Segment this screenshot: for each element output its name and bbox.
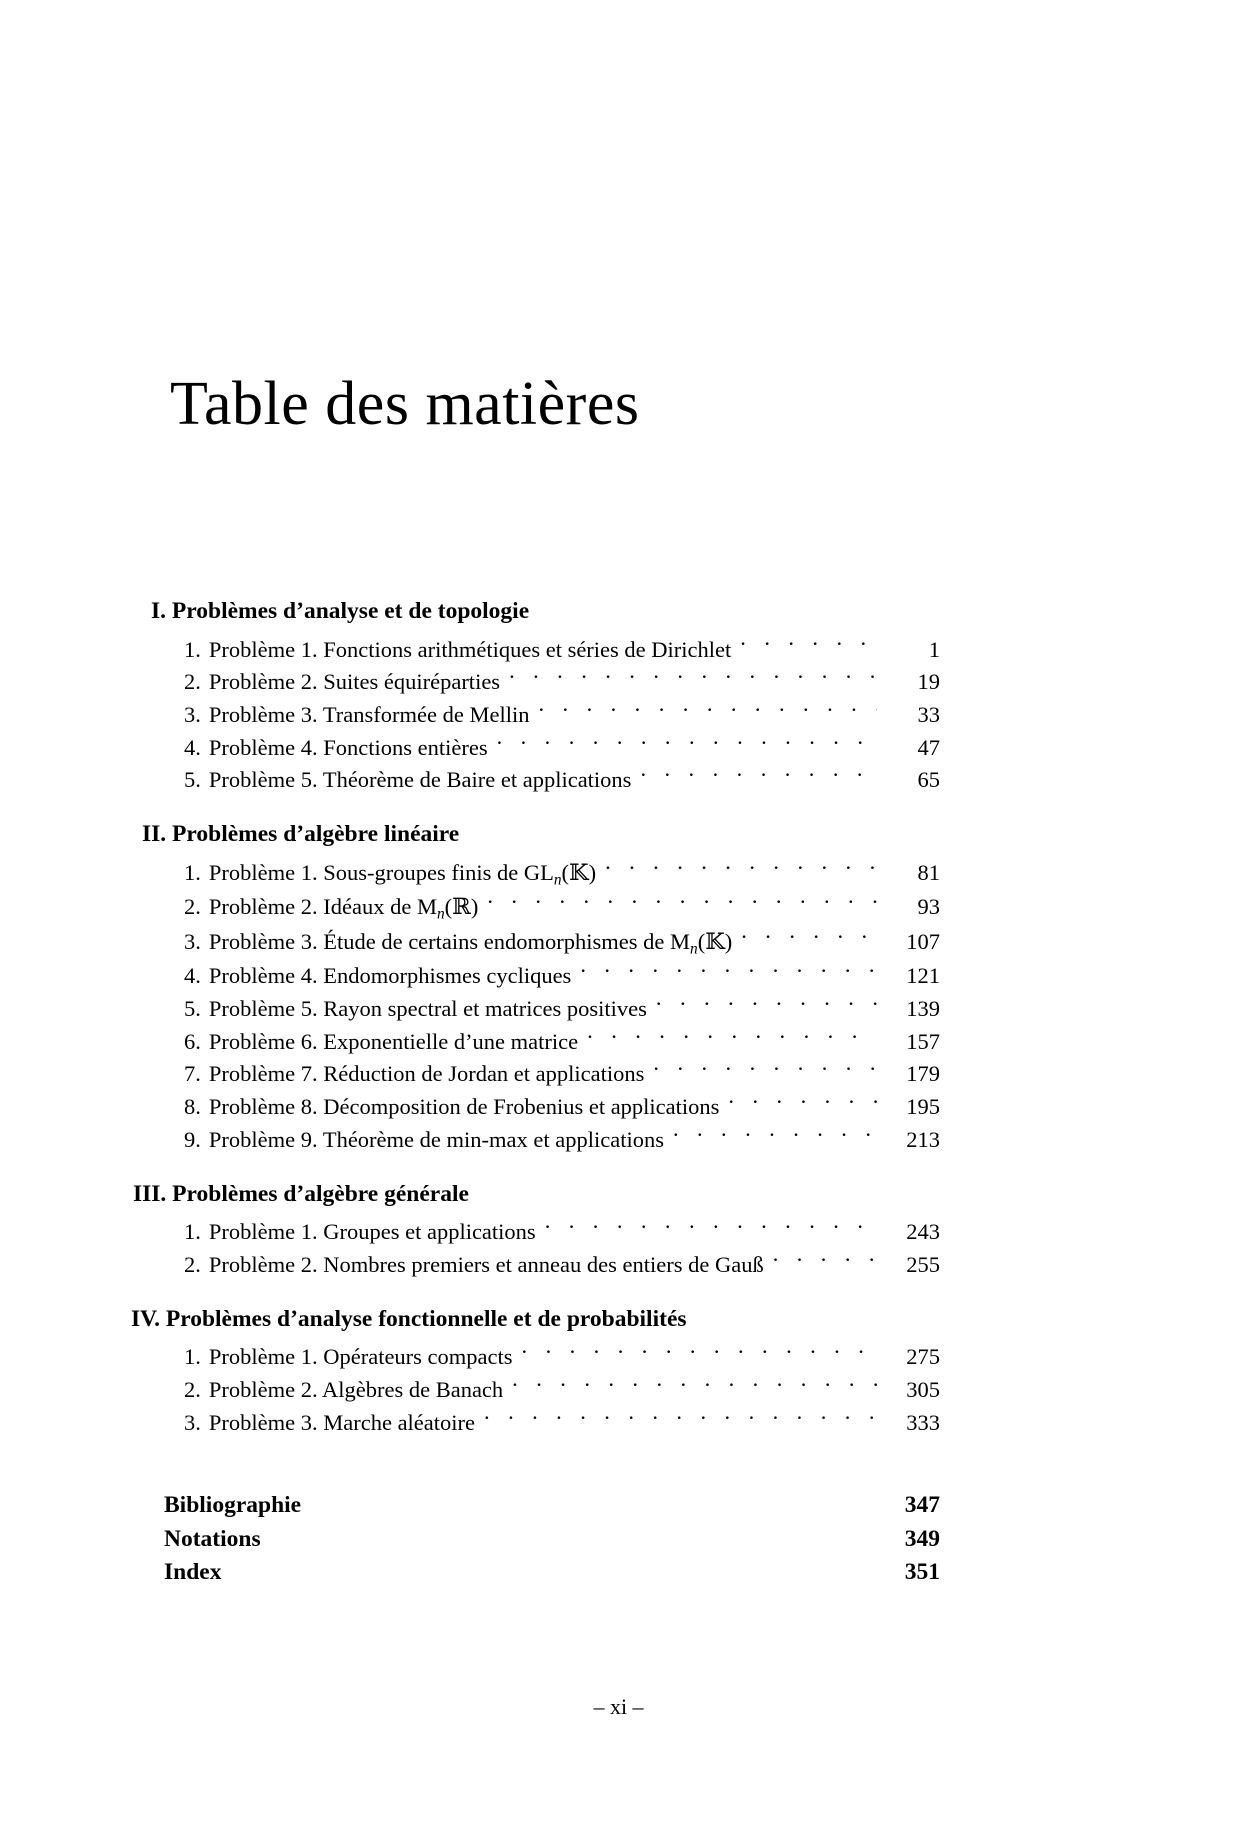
toc-entry-number: 2. [184, 1251, 201, 1277]
toc-entry-page-number: 213 [906, 1126, 940, 1152]
toc-entry-page-number: 157 [906, 1028, 940, 1054]
toc-entry-page-number: 1 [928, 636, 940, 662]
toc-entry[interactable] [0, 891, 1237, 926]
toc-entry-label: Problème 2. Idéaux de $M_n(ℝ)$ [208, 894, 479, 923]
toc-leader-dots [587, 1026, 877, 1049]
backmatter-label: Bibliographie [164, 1492, 302, 1518]
backmatter-entry[interactable] [0, 1556, 1237, 1590]
toc-entry-label: Problème 3. Marche aléatoire [208, 1409, 476, 1435]
toc-entry[interactable] [0, 926, 1237, 961]
toc-leader-dots [580, 961, 877, 984]
toc-leader-dots [605, 857, 877, 880]
toc-entry[interactable] [0, 634, 1237, 667]
toc-entry-page-number: 33 [917, 701, 940, 727]
toc-entry-label: Problème 5. Théorème de Baire et applications [208, 767, 632, 793]
toc-entry[interactable] [0, 960, 1237, 993]
toc-entry-number: 9. [184, 1126, 201, 1152]
toc-entry-label: Problème 4. Endomorphismes cycliques [208, 963, 572, 989]
toc-entry-number: 3. [184, 928, 201, 954]
backmatter-entry[interactable] [0, 1523, 1237, 1557]
toc-leader-dots [773, 1249, 877, 1272]
toc-entry-label: Problème 1. Groupes et applications [208, 1219, 536, 1245]
toc-entry-number: 1. [184, 636, 201, 662]
toc-entry[interactable] [0, 666, 1237, 699]
toc-leader-dots [509, 667, 877, 690]
toc-entry-label: Problème 2. Nombres premiers et anneau des entiers de Gauß [208, 1251, 764, 1277]
toc-entry-list [0, 1341, 1237, 1439]
toc-leader-dots [656, 994, 877, 1017]
toc-entry-number: 1. [184, 1344, 201, 1370]
toc-entry-page-number: 47 [917, 734, 940, 760]
toc-entry[interactable] [0, 1026, 1237, 1059]
toc-entry[interactable] [0, 857, 1237, 892]
toc-entry-number: 5. [184, 767, 201, 793]
toc-entry-number: 4. [184, 734, 201, 760]
toc-entry[interactable] [0, 1058, 1237, 1091]
toc-entry[interactable] [0, 1216, 1237, 1249]
backmatter-page-number: 347 [904, 1492, 940, 1518]
toc-entry-page-number: 275 [906, 1344, 940, 1370]
toc-entry[interactable] [0, 1341, 1237, 1374]
toc-entry-page-number: 19 [917, 669, 940, 695]
toc-entry[interactable] [0, 732, 1237, 765]
toc-leader-dots [545, 1217, 877, 1240]
backmatter-page-number: 351 [904, 1559, 940, 1586]
toc-entry-list [0, 857, 1237, 1157]
toc-entry-number: 6. [184, 1028, 201, 1054]
toc-entry[interactable] [0, 1249, 1237, 1282]
toc-leader-dots [497, 732, 877, 755]
toc-part [0, 823, 1237, 1157]
toc-leader-dots [640, 765, 877, 788]
toc-part [0, 1180, 1237, 1282]
toc-entry-number: 3. [184, 1409, 201, 1435]
backmatter-label: Index [164, 1559, 222, 1586]
backmatter-container [0, 1489, 1237, 1590]
toc-leader-dots [484, 1407, 877, 1430]
toc-entry-label: Problème 2. Algèbres de Banach [208, 1376, 504, 1402]
toc-entry[interactable] [0, 699, 1237, 732]
toc-entry-page-number: 179 [906, 1061, 940, 1087]
toc-entry-page-number: 107 [906, 928, 940, 954]
toc-entry-number: 2. [184, 669, 201, 695]
toc-entry-number: 1. [184, 859, 201, 885]
toc-entry-number: 8. [184, 1094, 201, 1120]
toc-entry-label: Problème 5. Rayon spectral et matrices positives [208, 996, 647, 1021]
page-title: Table des matières [170, 369, 640, 438]
toc-part-title[interactable]: IV. Problèmes d’analyse fonctionnelle et de probabilités [131, 1305, 687, 1332]
toc-entries-container [0, 600, 1237, 1465]
backmatter-page-number: 349 [904, 1525, 940, 1552]
toc-leader-dots [487, 892, 877, 915]
toc-entry-page-number: 305 [906, 1376, 940, 1402]
toc-entry-label: Problème 8. Décomposition de Frobenius et applications [208, 1094, 720, 1120]
toc-part [0, 600, 1237, 797]
toc-entry-page-number: 195 [906, 1094, 940, 1120]
toc-leader-dots [653, 1059, 877, 1082]
toc-entry-label: Problème 2. Suites équiréparties [208, 669, 501, 695]
toc-entry-page-number: 333 [906, 1409, 940, 1435]
toc-entry[interactable] [0, 993, 1237, 1026]
toc-entry[interactable] [0, 1124, 1237, 1157]
toc-entry-label: Problème 4. Fonctions entières [208, 734, 488, 760]
toc-entry-label: Problème 3. Étude de certains endomorphismes de $M_n(𝕂)$ [208, 928, 733, 958]
toc-entry[interactable] [0, 1407, 1237, 1440]
toc-entry-label: Problème 1. Sous-groupes finis de $GL_n(𝕂)$ [208, 859, 597, 888]
toc-entry-number: 2. [184, 1376, 201, 1402]
toc-leader-dots [512, 1374, 877, 1397]
backmatter-entry[interactable] [0, 1489, 1237, 1523]
page-folio: – xi – [593, 1694, 644, 1719]
toc-entry-label: Problème 1. Fonctions arithmétiques et séries de Dirichlet [208, 636, 732, 662]
toc-entry-list [0, 1216, 1237, 1281]
toc-entry[interactable] [0, 1091, 1237, 1124]
toc-part-title[interactable]: II. Problèmes d’algèbre linéaire [142, 821, 460, 848]
toc-entry-page-number: 255 [906, 1251, 940, 1277]
toc-leader-dots [538, 699, 877, 722]
toc-part [0, 1305, 1237, 1440]
toc-part-title[interactable]: I. Problèmes d’analyse et de topologie [151, 598, 530, 624]
toc-entry-label: Problème 3. Transformée de Mellin [208, 701, 530, 727]
toc-entry-page-number: 121 [906, 963, 940, 989]
toc-entry[interactable] [0, 1374, 1237, 1407]
toc-entry-label: Problème 7. Réduction de Jordan et applications [208, 1061, 645, 1087]
toc-entry-page-number: 65 [917, 767, 940, 793]
toc-entry-label: Problème 6. Exponentielle d’une matrice [208, 1028, 579, 1054]
toc-entry-label: Problème 1. Opérateurs compacts [208, 1344, 513, 1370]
toc-leader-dots [673, 1124, 877, 1147]
toc-leader-dots [728, 1092, 877, 1115]
toc-entry-number: 7. [184, 1061, 201, 1087]
toc-leader-dots [741, 926, 877, 949]
toc-entry-page-number: 139 [906, 996, 940, 1021]
toc-entry-page-number: 243 [906, 1219, 940, 1245]
toc-entry-page-number: 93 [917, 894, 940, 920]
toc-entry-label: Problème 9. Théorème de min-max et applications [208, 1126, 664, 1152]
toc-part-title[interactable]: III. Problèmes d’algèbre générale [133, 1180, 469, 1207]
toc-entry-list [0, 634, 1237, 798]
toc-entry-page-number: 81 [917, 859, 940, 885]
backmatter-label: Notations [164, 1525, 261, 1552]
toc-leader-dots [522, 1342, 877, 1365]
toc-entry-number: 3. [184, 701, 201, 727]
toc-leader-dots [740, 634, 877, 657]
toc-entry-number: 2. [184, 894, 201, 920]
toc-entry[interactable] [0, 764, 1237, 797]
toc-entry-number: 4. [184, 963, 201, 989]
toc-entry-number: 1. [184, 1219, 201, 1245]
toc-entry-number: 5. [184, 996, 201, 1021]
